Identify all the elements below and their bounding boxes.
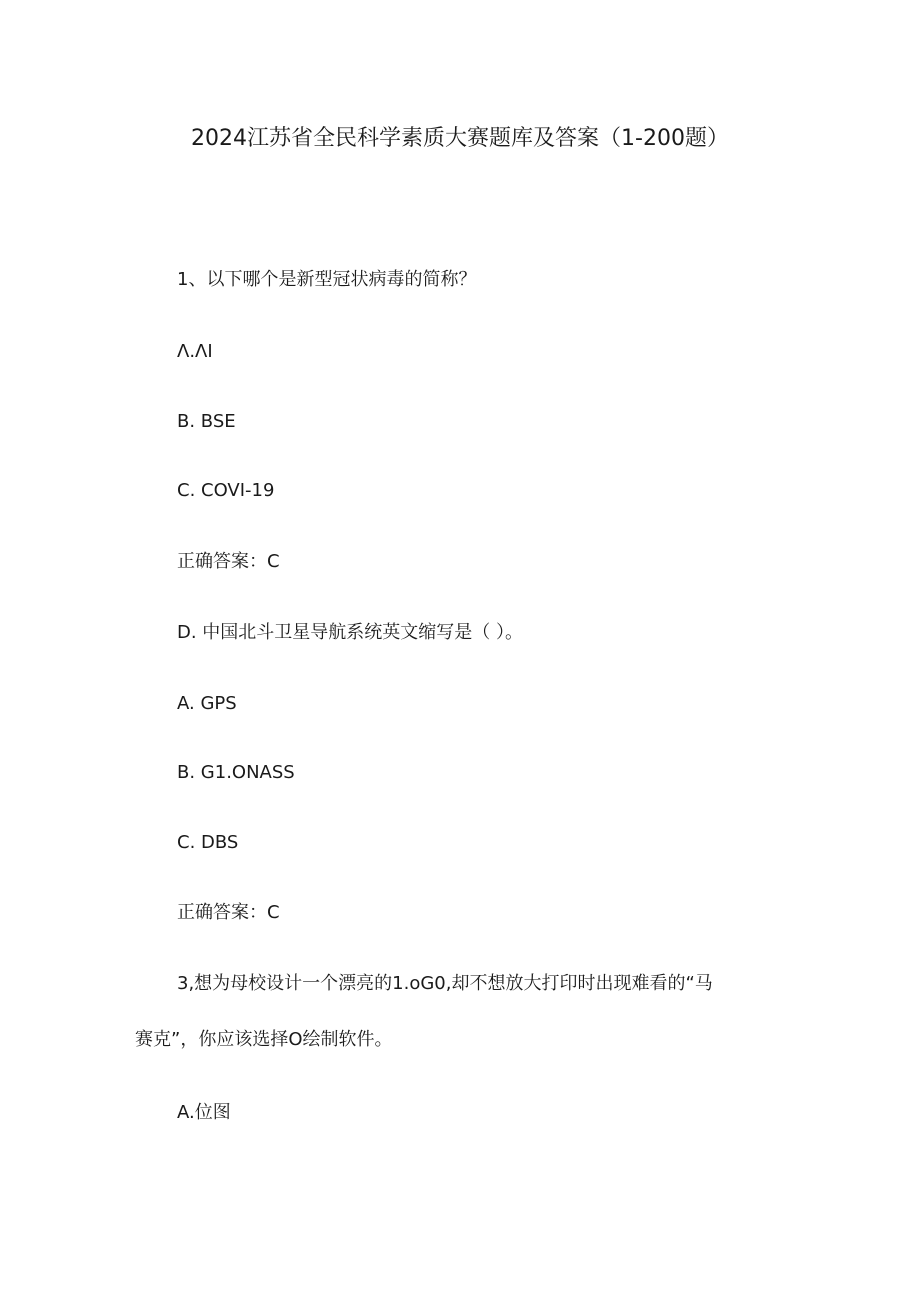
question-1: 1、以下哪个是新型冠状病毒的简称？	[177, 269, 477, 290]
answer-line: 正确答案：C	[177, 551, 280, 572]
document-title: 2024江苏省全民科学素质大赛题库及答案（1-200题）	[191, 126, 729, 151]
option-b: B. G1.ONASS	[177, 762, 295, 783]
question-3	[135, 956, 785, 1068]
question-3-line-1: 3,想为母校设计一个漂亮的1.oG0,却不想放大打印时出现难看的“马	[177, 973, 713, 994]
option-a: A. GPS	[177, 693, 237, 714]
option-c: C. DBS	[177, 832, 239, 853]
question-2-line: D. 中国北斗卫星导航系统英文缩写是（ ）。	[177, 622, 524, 643]
option-b: B. BSE	[177, 411, 236, 432]
answer-line: 正确答案：C	[177, 902, 280, 923]
option-a-bitmap: A.位图	[177, 1102, 231, 1123]
option-c: C. COVI-19	[177, 480, 275, 501]
question-3-line-2: 赛克”，你应该选择O绘制软件。	[135, 1029, 393, 1050]
option-a: Λ.ΛI	[177, 341, 213, 362]
